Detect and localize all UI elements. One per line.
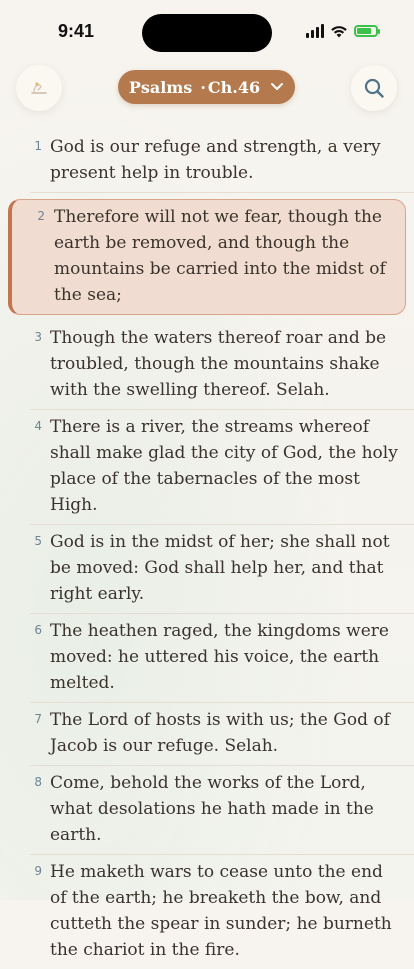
verse-number: 2 [37, 209, 45, 223]
verse-text: The heathen raged, the kingdoms were moved: he uttered his voice, the earth melted. [50, 621, 389, 693]
search-button[interactable] [351, 65, 397, 111]
verse-9[interactable] [30, 855, 414, 969]
verse-text: God is in the midst of her; she shall not be moved: God shall help her, and that right early. [50, 532, 390, 604]
verse-text: He maketh wars to cease unto the end of the earth; he breaketh the bow, and cutteth the spear in sunder; he burneth the chariot in the fire. [50, 862, 392, 960]
search-icon [363, 77, 385, 99]
verse-text: The Lord of hosts is with us; the God of Jacob is our refuge. Selah. [50, 710, 390, 756]
verse-4[interactable] [30, 410, 414, 525]
book-name: Psalms [128, 77, 193, 97]
verse-1[interactable] [30, 130, 414, 193]
verse-5[interactable] [30, 525, 414, 614]
verse-text: God is our refuge and strength, a very present help in trouble. [50, 137, 381, 183]
wifi-icon [330, 24, 348, 38]
verse-text: Though the waters thereof roar and be troubled, though the mountains shake with the swelling thereof. Selah. [50, 328, 387, 400]
reading-lamp-icon [28, 80, 50, 96]
verse-3[interactable] [30, 321, 414, 410]
battery-icon [354, 25, 378, 37]
verse-text: Come, behold the works of the Lord, what desolations he hath made in the earth. [50, 773, 374, 845]
verse-8[interactable] [30, 766, 414, 855]
verse-number: 1 [34, 139, 42, 153]
dynamic-island [142, 14, 272, 52]
verse-text: Therefore will not we fear, though the earth be removed, and though the mountains be carried into the midst of the sea; [54, 207, 386, 305]
status-time: 9:41 [58, 21, 95, 41]
verse-2-highlighted[interactable] [8, 199, 406, 315]
verse-number: 3 [34, 330, 42, 344]
chapter-label: Ch.46 [207, 77, 261, 97]
verse-6[interactable] [30, 614, 414, 703]
chevron-down-icon [270, 82, 284, 92]
verse-number: 6 [34, 623, 42, 637]
chapter-selector[interactable] [118, 70, 295, 104]
verse-7[interactable] [30, 703, 414, 766]
verse-number: 7 [34, 712, 42, 726]
status-bar [0, 0, 414, 64]
verse-text: There is a river, the streams whereof shall make glad the city of God, the holy place of the tabernacles of the most High. [50, 417, 398, 515]
verse-number: 9 [34, 864, 42, 878]
status-icons [306, 24, 378, 38]
verse-list [0, 130, 414, 969]
title-separator: · [200, 77, 206, 97]
verse-number: 8 [34, 775, 42, 789]
reading-mode-button[interactable] [16, 65, 62, 111]
verse-number: 4 [34, 419, 42, 433]
cellular-signal-icon [306, 24, 324, 38]
verse-number: 5 [34, 534, 42, 548]
